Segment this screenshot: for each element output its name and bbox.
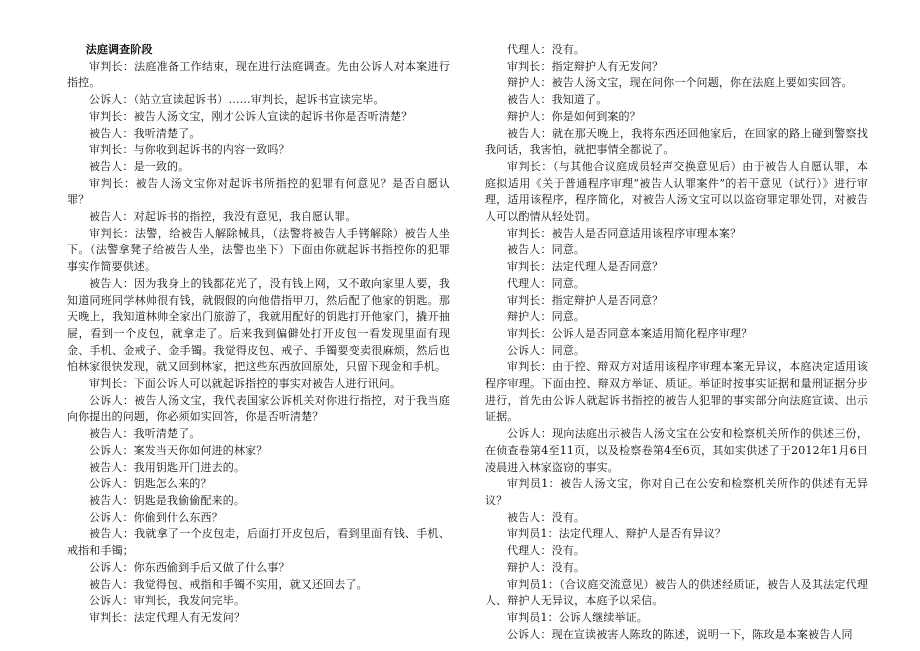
- dialogue-paragraph: 公诉人：你偷到什么东西？: [89, 510, 223, 524]
- dialogue-paragraph: 辩护人：同意。: [507, 310, 586, 324]
- dialogue-paragraph: 辩护人：没有。: [507, 560, 586, 574]
- dialogue-paragraph: 公诉人：你东西偷到手后又做了什么事？: [89, 560, 290, 574]
- dialogue-paragraph: 审判长：指定辩护人有无发问？: [507, 59, 664, 73]
- dialogue-paragraph: 审判长：法警，给被告人解除械具，（法警将被告人手铐解除）被告人坐下。（法警拿凳子给被告人坐，法警也坐下）下面由你就起诉书指控你的犯罪事实作简要供述。: [67, 226, 450, 274]
- dialogue-paragraph: 公诉人：（站立宣读起诉书）……审判长，起诉书宣读完毕。: [89, 93, 385, 107]
- dialogue-paragraph: 审判员1：被告人汤文宝，你对自己在公安和检察机关所作的供述有无异议？: [485, 477, 868, 507]
- dialogue-paragraph: 代理人：没有。: [507, 544, 586, 558]
- dialogue-paragraph: 公诉人：现向法庭出示被告人汤文宝在公安和检察机关所作的供述三份，在侦查卷第4至11页，以及检察卷第4至6页，其如实供述了于2012年1月6日凌晨进入林家盗窃的事实。: [485, 427, 868, 474]
- dialogue-paragraph: 被告人：我就拿了一个皮包走，后面打开皮包后，看到里面有钱、手机、戒指和手镯；: [67, 527, 450, 558]
- dialogue-paragraph: 审判员1：（合议庭交流意见）被告人的供述经质证，被告人及其法定代理人、辩护人无异议，本庭予以采信。: [485, 577, 868, 608]
- dialogue-paragraph: 公诉人：审判长，我发问完毕。: [89, 594, 246, 608]
- dialogue-paragraph: 公诉人：被告人汤文宝，我代表国家公诉机关对你进行指控，对于我当庭向你提出的问题，你必须如实回答，你是否听清楚？: [67, 393, 450, 424]
- dialogue-paragraph: 被告人：因为我身上的钱都花光了，没有钱上网，又不敢向家里人要，我知道同班同学林帅很有钱，就假假的向他借指甲刀，然后配了他家的钥匙。那天晚上，我知道林帅全家出门旅游了，我就用配好的钥匙打开他家门，撬开抽屉，看到一个皮包，就拿走了。后来我到偏僻处打开皮包一看发现里面有现金、手机、金戒子、金手镯。我觉得皮包、戒子、手镯要变卖很麻烦，然后也怕林家很快发现，就又回到林家，把这些东西放回原处，只留下现金和手机。: [67, 276, 450, 374]
- dialogue-paragraph: 审判长：（与其他合议庭成员轻声交换意见后）由于被告人自愿认罪，本庭拟适用《关于普通程序审理“被告人认罪案件”的若干意见（试行）》进行审理，适用该程序，程序简化，对被告人汤文宝可以以盗窃罪定罪处罚，对被告人可以酌情从轻处罚。: [485, 159, 868, 224]
- dialogue-paragraph: 审判长：公诉人是否同意本案适用简化程序审理？: [507, 326, 753, 340]
- dialogue-paragraph: 审判长：法定代理人有无发问？: [89, 610, 246, 624]
- dialogue-paragraph: 被告人：是一致的。: [89, 159, 190, 173]
- dialogue-paragraph: 被告人：我知道了。: [507, 93, 608, 107]
- dialogue-paragraph: 被告人：我觉得包、戒指和手镯不实用，就又还回去了。: [89, 577, 368, 591]
- dialogue-paragraph: 公诉人：钥匙怎么来的？: [89, 477, 212, 491]
- right-column: [485, 42, 868, 643]
- dialogue-paragraph: 被告人：我听清楚了。: [89, 126, 201, 140]
- dialogue-paragraph: 审判员1：法定代理人、辩护人是否有异议？: [507, 527, 726, 541]
- dialogue-paragraph: 被告人：没有。: [507, 510, 586, 524]
- dialogue-paragraph: 审判长：指定辩护人是否同意？: [507, 293, 664, 307]
- dialogue-paragraph: 被告人：就在那天晚上，我将东西还回他家后，在回家的路上碰到警察找我问话，我害怕，就把事情全都说了。: [485, 126, 868, 157]
- dialogue-paragraph: 审判长：被告人是否同意适用该程序审理本案？: [507, 226, 742, 240]
- dialogue-paragraph: 公诉人：同意。: [507, 343, 586, 357]
- dialogue-paragraph: 被告人：同意。: [507, 243, 586, 257]
- dialogue-paragraph: 辩护人：被告人汤文宝，现在问你一个问题，你在法庭上要如实回答。: [507, 76, 853, 90]
- dialogue-paragraph: 审判长：被告人汤文宝，刚才公诉人宣读的起诉书你是否听清楚？: [89, 109, 413, 123]
- dialogue-paragraph: 审判长：下面公诉人可以就起诉指控的事实对被告人进行讯问。: [89, 377, 402, 391]
- dialogue-paragraph: 代理人：同意。: [507, 276, 586, 290]
- dialogue-paragraph: 被告人：对起诉书的指控，我没有意见，我自愿认罪。: [89, 210, 357, 224]
- dialogue-paragraph: 公诉人：现在宣读被害人陈玫的陈述，说明一下，陈玫是本案被告人同: [507, 627, 853, 641]
- dialogue-paragraph: 审判长：与你收到起诉书的内容一致吗？: [89, 143, 290, 157]
- dialogue-paragraph: 被告人：我用钥匙开门进去的。: [89, 460, 246, 474]
- dialogue-paragraph: 审判长：法定代理人是否同意？: [507, 260, 664, 274]
- dialogue-paragraph: 审判员1：公诉人继续举证。: [507, 610, 648, 624]
- left-column: [67, 42, 450, 627]
- dialogue-paragraph: 公诉人：案发当天你如何进的林家？: [89, 443, 268, 457]
- dialogue-paragraph: 审判长：由于控、辩双方对适用该程序审理本案无异议，本庭决定适用该程序审理。下面由控、辩双方举证、质证。举证时按事实证据和量刑证据分步进行，首先由公诉人就起诉书指控的被告人犯罪的事实部分向法庭宣读、出示证据。: [485, 360, 868, 424]
- dialogue-paragraph: 被告人：我听清楚了。: [89, 427, 201, 441]
- dialogue-paragraph: 审判长：法庭准备工作结束，现在进行法庭调查。先由公诉人对本案进行指控。: [67, 59, 450, 90]
- section-heading: 法庭调查阶段: [85, 43, 153, 56]
- dialogue-paragraph: 代理人：没有。: [507, 43, 586, 56]
- dialogue-paragraph: 辩护人：你是如何到案的？: [507, 109, 641, 123]
- dialogue-paragraph: 审判长：被告人汤文宝你对起诉书所指控的犯罪有何意见？是否自愿认罪？: [67, 176, 450, 207]
- dialogue-paragraph: 被告人：钥匙是我偷偷配来的。: [89, 493, 246, 507]
